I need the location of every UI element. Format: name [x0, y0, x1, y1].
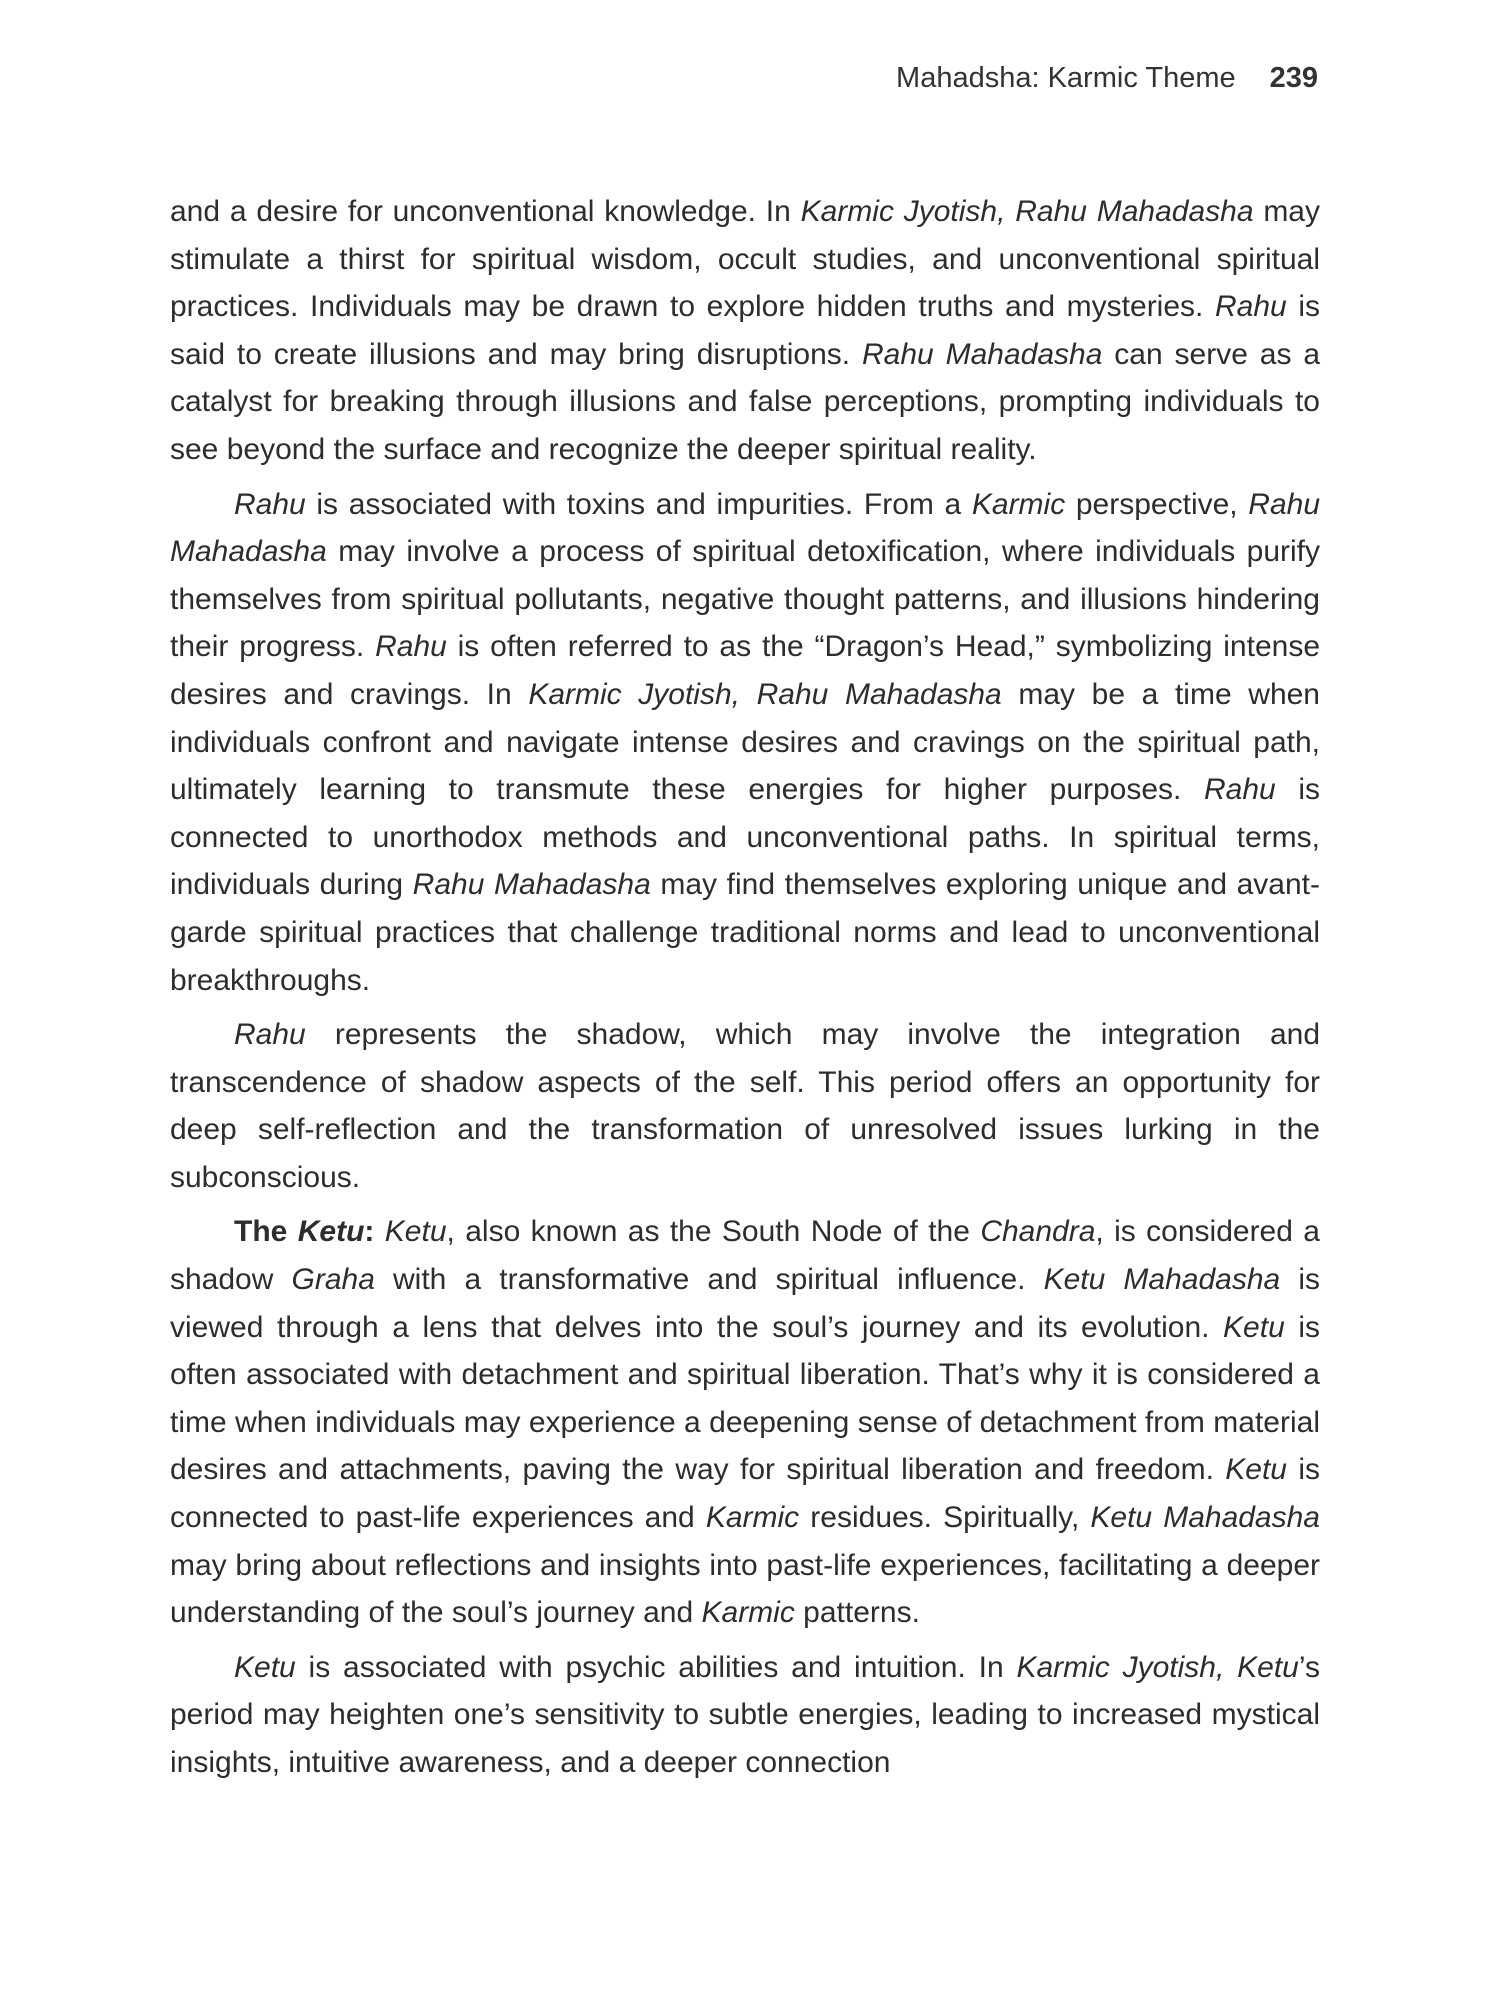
text-run: may bring about reflections and insights into past-life experiences, facilitating a deeper understanding of the soul’s journey and — [170, 1548, 1320, 1630]
text-run: Ketu Mahadasha — [1090, 1501, 1320, 1535]
text-run: Rahu — [234, 1018, 306, 1052]
text-run: may be a time when individuals confront and navigate intense desires and cravings on the spiritual path, ultimately learning to transmute these energies for higher purposes. — [170, 677, 1320, 807]
text-run: is viewed through a lens that delves into the soul’s journey and its evolution. — [170, 1263, 1320, 1344]
text-run: Karmic — [971, 487, 1066, 521]
text-run: may find themselves exploring unique and avant-garde spiritual practices that challenge traditional norms and lead to unconventional breakthroughs. — [170, 868, 1320, 997]
text-run: Chandra — [980, 1215, 1096, 1249]
text-run: can serve as a catalyst for breaking through illusions and false perceptions, prompting individuals to see beyond the surface and recognize the deeper spiritual reality. — [170, 337, 1321, 466]
text-run: Ketu — [297, 1215, 365, 1249]
text-run: Rahu Mahadasha — [412, 868, 651, 902]
text-run: Karmic Jyotish, Rahu Mahadasha — [528, 677, 1002, 711]
text-run: is often referred to as the “Dragon’s Head,” symbolizing intense desires and cravings. In — [170, 630, 1321, 711]
text-run: Karmic — [705, 1501, 800, 1535]
text-run: Ketu — [1225, 1453, 1287, 1487]
running-title: Mahadsha: Karmic Theme — [896, 62, 1236, 94]
text-run: is said to create illusions and may bring disruptions. — [170, 290, 1321, 371]
text-run: Karmic — [701, 1596, 795, 1630]
text-run: Rahu Mahadasha — [170, 487, 1321, 569]
text-run: Graha — [291, 1263, 375, 1297]
text-run: represents the shadow, which may involve the integration and transcendence of shadow aspects of the self. This period offers an opportunity for deep self-reflection and the transformation of unresolved issues lurking in the subconscious. — [170, 1018, 1320, 1194]
text-run — [374, 1215, 384, 1248]
text-run: Ketu Mahadasha — [1043, 1263, 1281, 1297]
text-run: is associated with psychic abilities and intuition. In — [295, 1650, 1017, 1684]
text-run: Karmic Jyotish, Rahu Mahadasha — [800, 195, 1254, 228]
text-run: is often associated with detachment and spiritual liberation. That’s why it is considered a time when individuals may experience a deepening sense of detachment from material desires and attachments, paving the way for spiritual liberation and freedom. — [170, 1310, 1320, 1487]
text-run: , also known as the South Node of the — [446, 1215, 981, 1249]
paragraph-rahu-shadow — [170, 1011, 1320, 1201]
text-run: with a transformative and spiritual influence. — [374, 1263, 1044, 1297]
text-run: and a desire for unconventional knowledge. In — [170, 195, 801, 228]
text-run: Rahu — [1215, 290, 1287, 324]
text-run: is connected to unorthodox methods and unconventional paths. In spiritual terms, individuals during — [170, 773, 1320, 902]
text-run: ’s period may heighten one’s sensitivity to subtle energies, leading to increased mystical insights, intuitive awareness, and a deeper connection — [170, 1650, 1320, 1779]
text-run: The — [234, 1215, 298, 1249]
paragraph-continued — [170, 188, 1320, 474]
text-run: Rahu — [234, 487, 306, 521]
text-run: may involve a process of spiritual detoxification, where individuals purify themselves from spiritual pollutants, negative thought patterns, and illusions hindering their progress. — [170, 535, 1320, 664]
page-number: 239 — [1269, 62, 1318, 94]
paragraph-rahu-toxins — [170, 481, 1320, 1005]
text-run: , is considered a shadow — [170, 1215, 1320, 1297]
text-run: Rahu — [1204, 773, 1276, 807]
text-run: residues. Spiritually, — [799, 1501, 1091, 1535]
text-run: Karmic Jyotish, Ketu — [1016, 1650, 1299, 1684]
text-run: patterns. — [794, 1596, 920, 1630]
text-run: Rahu Mahadasha — [862, 337, 1103, 371]
text-run: Ketu — [384, 1215, 447, 1249]
body-text — [170, 188, 1320, 1794]
text-run: is connected to past-life experiences and — [170, 1453, 1321, 1535]
text-run: : — [364, 1215, 375, 1249]
running-head — [170, 60, 1318, 96]
paragraph-ketu-intro — [170, 1208, 1320, 1636]
text-run: Ketu — [1223, 1310, 1285, 1344]
text-run: perspective, — [1065, 487, 1249, 521]
text-run: Rahu — [375, 630, 447, 664]
text-run: may stimulate a thirst for spiritual wisdom, occult studies, and unconventional spiritual practices. Individuals may be drawn to explore hidden truths and mysteries. — [170, 195, 1320, 324]
text-run: Ketu — [234, 1650, 296, 1684]
text-run: is associated with toxins and impurities. From a — [305, 487, 972, 521]
paragraph-ketu-psychic — [170, 1644, 1320, 1787]
